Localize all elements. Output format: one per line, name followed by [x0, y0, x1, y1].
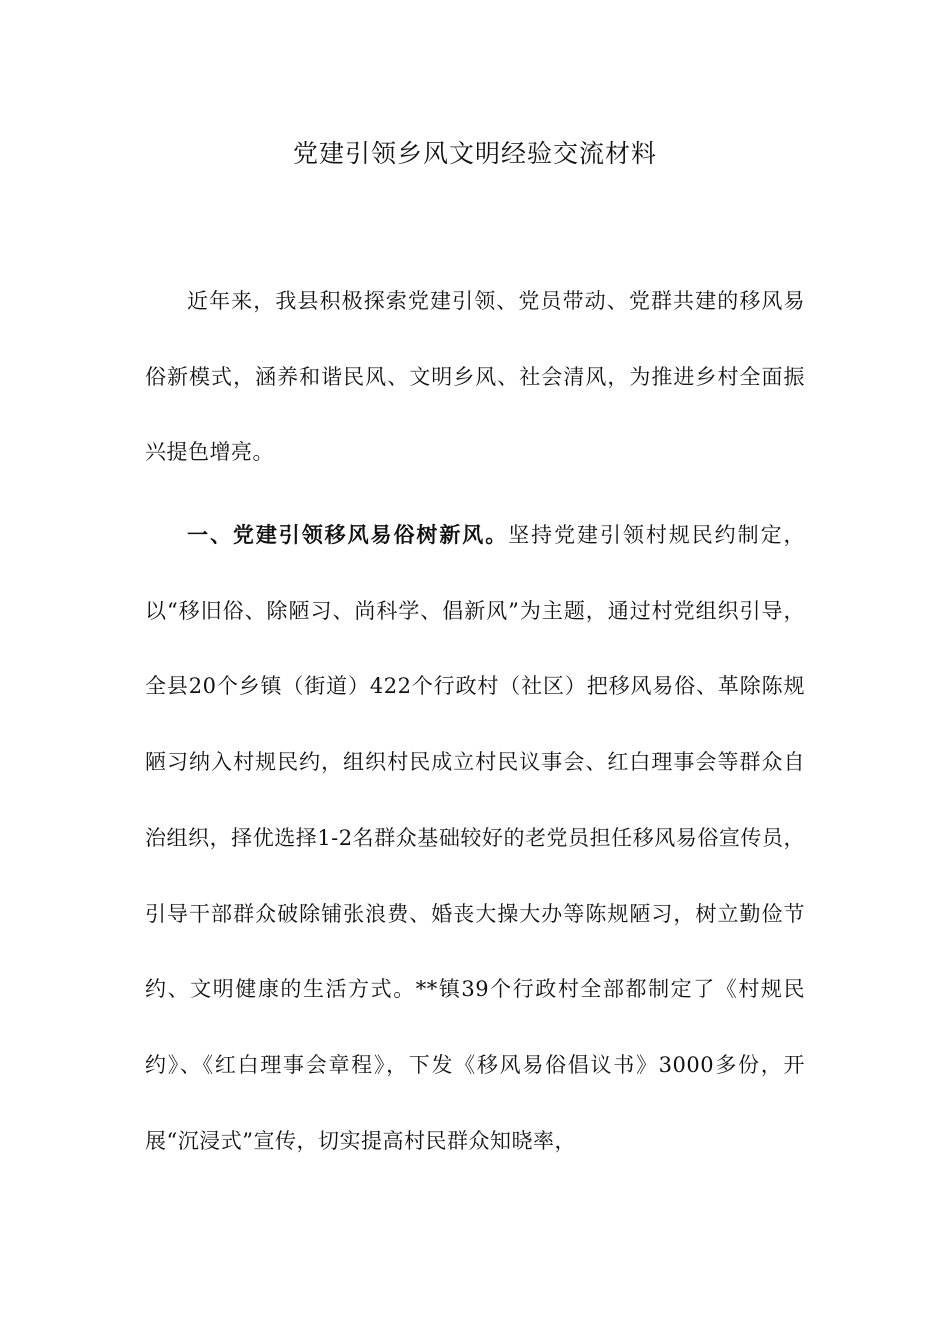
intro-paragraph: [145, 264, 805, 491]
intro-paragraph-text: 近年来，我县积极探索党建引领、党员带动、党群共建的移风易俗新模式，涵养和谐民风、文明乡风、社会清风，为推进乡村全面振兴提色增亮。: [145, 289, 805, 465]
section-one-paragraph: [145, 497, 805, 1179]
section-one-text: 坚持党建引领村规民约制定，以“移旧俗、除陋习、尚科学、倡新风”为主题，通过村党组织引导，全县20个乡镇（街道）422个行政村（社区）把移风易俗、革除陈规陋习纳入村规民约，组织村民成立村民议事会、红白理事会等群众自治组织，择优选择1-2名群众基础较好的老党员担任移风易俗宣传员，引导干部群众破除铺张浪费、婚丧大操大办等陈规陋习，树立勤俭节约、文明健康的生活方式。**镇39个行政村全部都制定了《村规民约》、《红白理事会章程》，下发《移风易俗倡议书》3000多份，开展“沉浸式”宣传，切实提高村民群众知晓率，: [145, 523, 806, 1153]
document-title: 党建引领乡风文明经验交流材料: [292, 139, 657, 168]
section-one-heading: 一、党建引领移风易俗树新风。: [187, 522, 509, 547]
